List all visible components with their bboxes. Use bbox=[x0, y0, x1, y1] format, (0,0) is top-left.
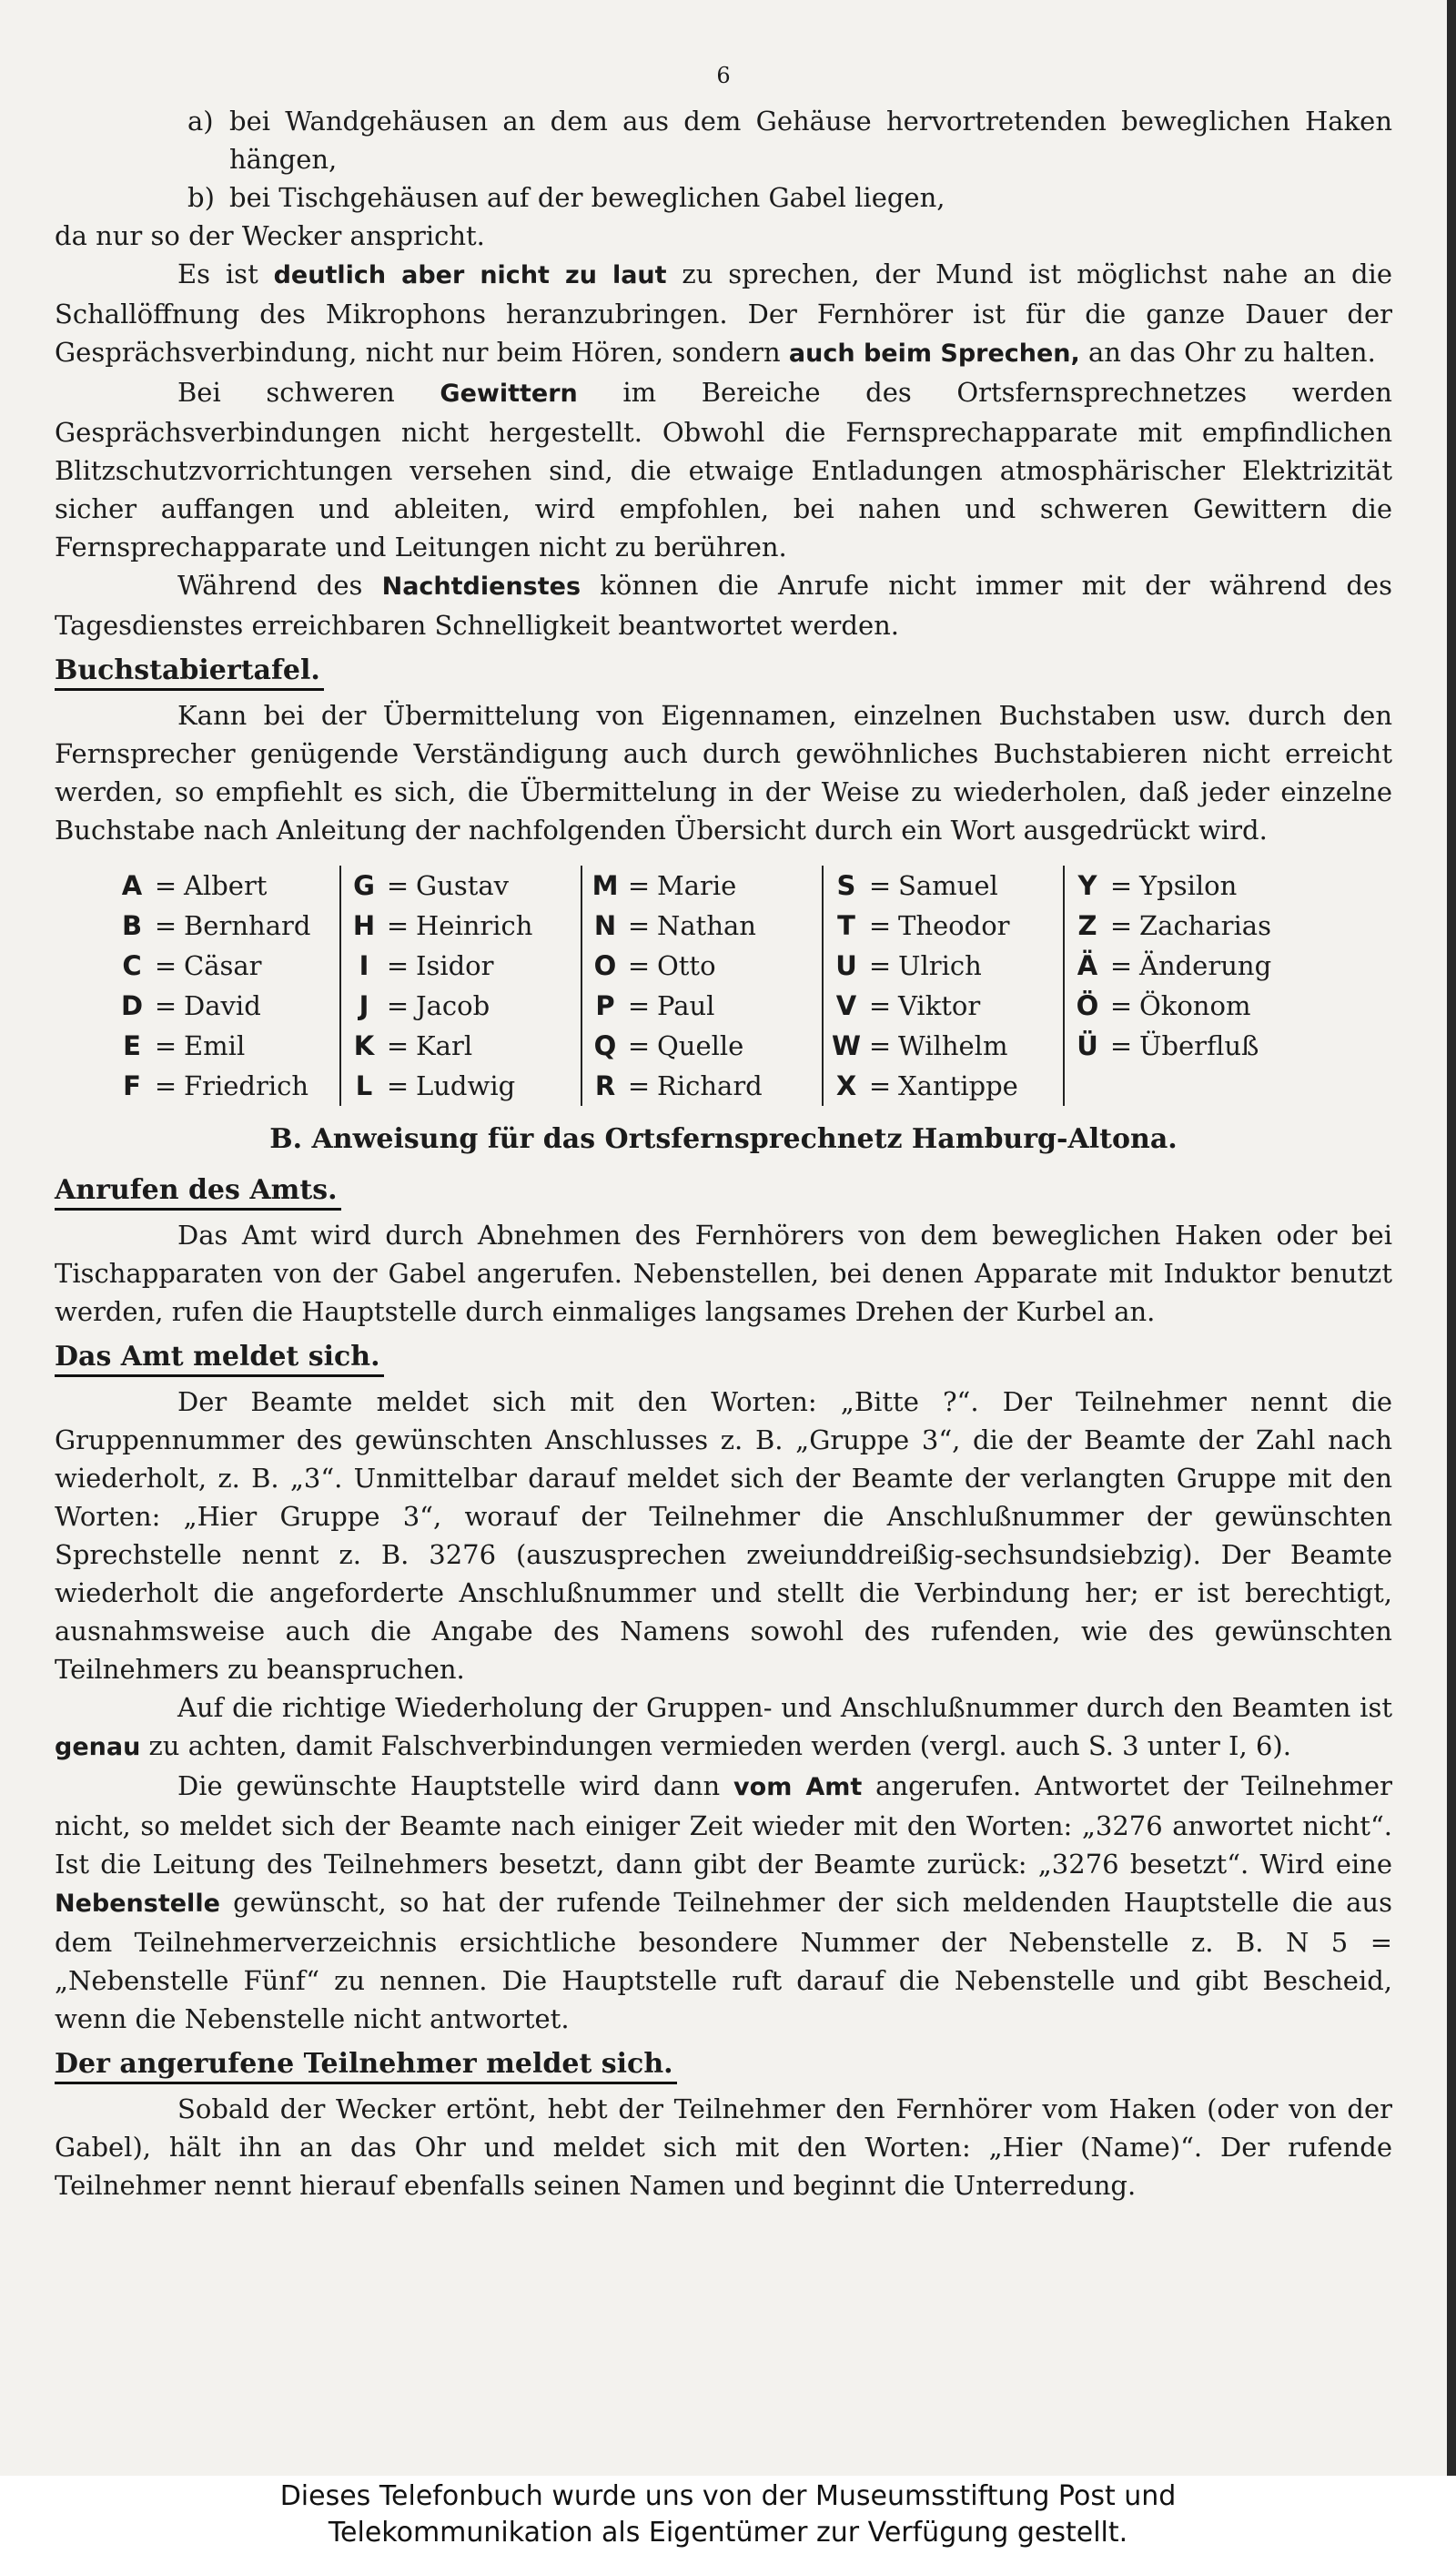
alphabet-word: Isidor bbox=[416, 950, 494, 981]
alphabet-word: Paul bbox=[657, 990, 715, 1021]
alphabet-letter: Ü bbox=[1077, 1030, 1098, 1061]
alphabet-column bbox=[339, 866, 581, 1106]
text-span: zu achten, damit Falschverbindungen vermieden werden (vergl. auch S. 3 unter I, 6). bbox=[140, 1730, 1291, 1761]
alphabet-entry bbox=[1072, 986, 1304, 1026]
alphabet-letter: A bbox=[121, 870, 143, 901]
paragraph-night bbox=[55, 566, 1392, 644]
alphabet-entry bbox=[116, 1026, 339, 1066]
text-span: können die Anrufe nicht immer mit der während des Tagesdienstes erreichbaren Schnelligkeit beantwortet werden. bbox=[55, 570, 1392, 641]
paragraph-speaking bbox=[55, 255, 1392, 373]
alphabet-entry bbox=[831, 906, 1063, 946]
equals-sign: = bbox=[386, 910, 410, 941]
alphabet-entry bbox=[590, 1066, 822, 1106]
alphabet-letter: S bbox=[836, 870, 856, 901]
alphabet-entry bbox=[1072, 906, 1304, 946]
list-item-text: bei Tischgehäusen auf der beweglichen Gabel liegen, bbox=[229, 182, 945, 213]
alphabet-letter: B bbox=[121, 910, 143, 941]
equals-sign: = bbox=[868, 870, 892, 901]
alphabet-entry bbox=[349, 1066, 581, 1106]
list-item-label: a) bbox=[187, 106, 214, 137]
alphabet-entry bbox=[116, 866, 339, 906]
equals-sign: = bbox=[627, 870, 651, 901]
equals-sign: = bbox=[627, 1030, 651, 1061]
paragraph-exchange-1: Der Beamte meldet sich mit den Worten: „Bitte ?“. Der Teilnehmer nennt die Gruppennummer des gewünschten Anschlusses z. B. „Gruppe 3“, die der Beamte der Zahl nach wiederholt, z. B. „3“. Unmittelbar darauf meldet sich der Beamte der verlangten Gruppe mit den Worten: „Hier Gruppe 3“, worauf der Teilnehmer die Anschlußnummer der gewünschten Sprechstelle nennt z. B. 3276 (auszusprechen zweiunddreißig-sechsundsiebzig). Der Beamte wiederholt die angeforderte Anschlußnummer und stellt die Verbindung her; er ist berechtigt, ausnahmsweise auch die Angabe des Namens sowohl des rufenden, wie des gewünschten Teilnehmers zu beanspruchen. bbox=[55, 1386, 1392, 1685]
alphabet-entry bbox=[1072, 946, 1304, 986]
text-span: zu sprechen, der Mund ist möglichst nahe an die Schallöffnung des Mikrophons heranzubringen. Der Fernhörer ist für die ganze Dauer der Gesprächsverbindung, nicht nur beim Hören, sondern bbox=[55, 258, 1392, 368]
alphabet-word: Richard bbox=[657, 1070, 763, 1101]
heading-spelling-table: Buchstabiertafel. bbox=[55, 654, 324, 691]
paragraph-calling-exchange: Das Amt wird durch Abnehmen des Fernhörers von dem beweglichen Haken oder bei Tischapparaten von der Gabel angerufen. Nebenstellen, bei denen Apparate mit Induktor benutzt werden, rufen die Hauptstelle durch einmaliges langsames Drehen der Kurbel an. bbox=[55, 1220, 1392, 1327]
list-item-label: b) bbox=[187, 182, 215, 213]
alphabet-column bbox=[1063, 866, 1304, 1106]
equals-sign: = bbox=[154, 950, 177, 981]
paragraph-called-party: Sobald der Wecker ertönt, hebt der Teilnehmer den Fernhörer vom Haken (oder von der Gabel), hält ihn an das Ohr und meldet sich mit den Worten: „Hier (Name)“. Der rufende Teilnehmer nennt hierauf ebenfalls seinen Namen und beginnt die Unterredung. bbox=[55, 2093, 1392, 2201]
alphabet-letter: K bbox=[353, 1030, 375, 1061]
text-span: Es ist bbox=[177, 258, 274, 289]
emphasis-text: vom Amt bbox=[733, 1773, 863, 1801]
equals-sign: = bbox=[627, 950, 651, 981]
text-span: Auf die richtige Wiederholung der Gruppen- und Anschlußnummer durch den Beamten ist bbox=[177, 1692, 1392, 1723]
alphabet-word: Ökonom bbox=[1139, 990, 1251, 1021]
alphabet-word: Samuel bbox=[898, 870, 998, 901]
alphabet-entry bbox=[831, 946, 1063, 986]
footer-line: Dieses Telefonbuch wurde uns von der Museumsstiftung Post und bbox=[279, 2480, 1177, 2512]
alphabet-column bbox=[822, 866, 1063, 1106]
equals-sign: = bbox=[868, 990, 892, 1021]
alphabet-letter: F bbox=[123, 1070, 141, 1101]
equals-sign: = bbox=[868, 910, 892, 941]
paragraph-storm bbox=[55, 373, 1392, 566]
alphabet-word: Ludwig bbox=[416, 1070, 516, 1101]
emphasis-text: auch beim Sprechen, bbox=[788, 340, 1080, 368]
footer-line: Telekommunikation als Eigentümer zur Verfügung gestellt. bbox=[328, 2517, 1128, 2549]
alphabet-letter: I bbox=[359, 950, 369, 981]
alphabet-letter: X bbox=[835, 1070, 857, 1101]
alphabet-letter: H bbox=[352, 910, 376, 941]
text-span: im Bereiche des Ortsfernsprechnetzes werden Gesprächsverbindungen nicht hergestellt. Obwohl die Fernsprechapparate mit empfindlichen Blitzschutzvorrichtungen versehen sind, die etwaige Entladungen atmosphärischer Elektrizität sicher auffangen und ableiten, wird empfohlen, bei nahen und schweren Gewittern die Fernsprechapparate und Leitungen nicht zu berühren. bbox=[55, 377, 1392, 562]
alphabet-word: Jacob bbox=[416, 990, 490, 1021]
alphabet-entry bbox=[831, 866, 1063, 906]
equals-sign: = bbox=[1109, 870, 1133, 901]
alphabet-word: Marie bbox=[657, 870, 737, 901]
alphabet-entry bbox=[590, 986, 822, 1026]
alphabet-letter: Y bbox=[1077, 870, 1097, 901]
alphabet-entry bbox=[831, 1026, 1063, 1066]
heading-calling-exchange: Anrufen des Amts. bbox=[55, 1173, 341, 1211]
alphabet-letter: V bbox=[835, 990, 857, 1021]
alphabet-column bbox=[581, 866, 822, 1106]
intro-tail: da nur so der Wecker anspricht. bbox=[55, 220, 485, 251]
alphabet-letter: O bbox=[593, 950, 617, 981]
alphabet-letter: G bbox=[353, 870, 375, 901]
alphabet-word: Zacharias bbox=[1139, 910, 1271, 941]
text-span: an das Ohr zu halten. bbox=[1079, 337, 1376, 368]
alphabet-entry bbox=[590, 866, 822, 906]
alphabet-letter: Ä bbox=[1077, 950, 1098, 981]
alphabet-word: Emil bbox=[184, 1030, 246, 1061]
alphabet-entry bbox=[1072, 1026, 1304, 1066]
alphabet-word: Wilhelm bbox=[898, 1030, 1008, 1061]
text-span: Die gewünschte Hauptstelle wird dann bbox=[177, 1770, 734, 1801]
alphabet-letter: J bbox=[359, 990, 369, 1021]
page-number: 6 bbox=[716, 63, 731, 88]
equals-sign: = bbox=[386, 950, 410, 981]
alphabet-letter: Q bbox=[593, 1030, 617, 1061]
alphabet-letter: R bbox=[594, 1070, 616, 1101]
alphabet-word: Cäsar bbox=[184, 950, 262, 981]
equals-sign: = bbox=[1109, 1030, 1133, 1061]
alphabet-letter: W bbox=[832, 1030, 861, 1061]
paragraph-exchange-2 bbox=[55, 1688, 1392, 1767]
equals-sign: = bbox=[868, 1070, 892, 1101]
heading-exchange-answers: Das Amt meldet sich. bbox=[55, 1340, 384, 1377]
equals-sign: = bbox=[386, 870, 410, 901]
alphabet-word: Karl bbox=[416, 1030, 473, 1061]
equals-sign: = bbox=[386, 990, 410, 1021]
alphabet-letter: E bbox=[123, 1030, 141, 1061]
alphabet-word: Xantippe bbox=[898, 1070, 1018, 1101]
alphabet-entry bbox=[349, 986, 581, 1026]
alphabet-entry bbox=[116, 906, 339, 946]
alphabet-entry bbox=[590, 946, 822, 986]
alphabet-entry bbox=[590, 906, 822, 946]
heading-called-party: Der angerufene Teilnehmer meldet sich. bbox=[55, 2047, 677, 2084]
footer-notice bbox=[0, 2476, 1456, 2554]
text-span: Bei schweren bbox=[177, 377, 440, 408]
equals-sign: = bbox=[627, 990, 651, 1021]
alphabet-letter: L bbox=[355, 1070, 373, 1101]
equals-sign: = bbox=[154, 910, 177, 941]
equals-sign: = bbox=[154, 870, 177, 901]
equals-sign: = bbox=[154, 990, 177, 1021]
spelling-alphabet-table bbox=[116, 866, 1392, 1106]
alphabet-entry bbox=[116, 946, 339, 986]
alphabet-letter: D bbox=[120, 990, 144, 1021]
text-span: angerufen. Antwortet der Teilnehmer nicht, so meldet sich der Beamte nach einiger Zeit wieder mit den Worten: „3276 anwortet nicht“. Ist die Leitung des Teilnehmers besetzt, dann gibt der Beamte zurück: „3276 besetzt“. Wird eine bbox=[55, 1770, 1393, 1880]
alphabet-word: David bbox=[184, 990, 261, 1021]
equals-sign: = bbox=[154, 1030, 177, 1061]
equals-sign: = bbox=[386, 1070, 410, 1101]
equals-sign: = bbox=[1109, 990, 1133, 1021]
alphabet-word: Überfluß bbox=[1139, 1030, 1259, 1061]
alphabet-entry bbox=[349, 866, 581, 906]
alphabet-entry bbox=[831, 1066, 1063, 1106]
alphabet-word: Quelle bbox=[657, 1030, 744, 1061]
alphabet-entry bbox=[349, 946, 581, 986]
text-span: Während des bbox=[177, 570, 382, 601]
list-item bbox=[187, 178, 1392, 217]
paragraph-spelling-intro: Kann bei der Übermittelung von Eigennamen, einzelnen Buchstaben usw. durch den Fernsprecher genügende Verständigung auch durch gewöhnliches Buchstabieren nicht erreicht werden, so empfiehlt es sich, die Übermittelung in der Weise zu wiederholen, daß jeder einzelne Buchstabe nach Anleitung der nachfolgenden Übersicht durch ein Wort ausgedrückt wird. bbox=[55, 700, 1392, 846]
alphabet-word: Nathan bbox=[657, 910, 756, 941]
alphabet-word: Viktor bbox=[898, 990, 981, 1021]
alphabet-letter: P bbox=[595, 990, 615, 1021]
text-span: gewünscht, so hat der rufende Teilnehmer der sich meldenden Hauptstelle die aus dem Teilnehmerverzeichnis ersichtliche besondere Nummer der Nebenstelle z. B. N 5 = „Nebenstelle Fünf“ zu nennen. Die Hauptstelle ruft darauf die Nebenstelle und gibt Bescheid, wenn die Nebenstelle nicht antwortet. bbox=[55, 1887, 1392, 2034]
alphabet-word: Änderung bbox=[1139, 950, 1272, 981]
equals-sign: = bbox=[1109, 910, 1133, 941]
alphabet-word: Gustav bbox=[416, 870, 510, 901]
equals-sign: = bbox=[868, 950, 892, 981]
alphabet-word: Heinrich bbox=[416, 910, 533, 941]
alphabet-letter: M bbox=[592, 870, 619, 901]
alphabet-entry bbox=[116, 986, 339, 1026]
equals-sign: = bbox=[386, 1030, 410, 1061]
alphabet-letter: N bbox=[593, 910, 617, 941]
alphabet-entry bbox=[1072, 866, 1304, 906]
alphabet-word: Ulrich bbox=[898, 950, 982, 981]
page-content bbox=[55, 56, 1392, 2204]
emphasis-text: Nebenstelle bbox=[55, 1890, 220, 1918]
emphasis-text: Gewittern bbox=[440, 380, 578, 408]
alphabet-word: Bernhard bbox=[184, 910, 311, 941]
alphabet-word: Ypsilon bbox=[1139, 870, 1238, 901]
list-item bbox=[187, 102, 1392, 178]
equals-sign: = bbox=[154, 1070, 177, 1101]
alphabet-entry bbox=[831, 986, 1063, 1026]
alphabet-column bbox=[116, 866, 339, 1106]
alphabet-letter: Ö bbox=[1076, 990, 1099, 1021]
alphabet-letter: C bbox=[122, 950, 142, 981]
alphabet-entry bbox=[590, 1026, 822, 1066]
alphabet-letter: U bbox=[835, 950, 857, 981]
list-item-text: bei Wandgehäusen an dem aus dem Gehäuse hervortretenden beweglichen Haken hängen, bbox=[229, 106, 1392, 175]
alphabet-letter: Z bbox=[1077, 910, 1097, 941]
alphabet-word: Albert bbox=[184, 870, 268, 901]
alphabet-entry bbox=[116, 1066, 339, 1106]
alphabet-word: Otto bbox=[657, 950, 716, 981]
emphasis-text: Nachtdienstes bbox=[381, 573, 581, 601]
emphasis-text: genau bbox=[55, 1733, 141, 1761]
alphabet-entry bbox=[349, 906, 581, 946]
equals-sign: = bbox=[627, 910, 651, 941]
alphabet-entry bbox=[349, 1026, 581, 1066]
equals-sign: = bbox=[1109, 950, 1133, 981]
paragraph-exchange-3 bbox=[55, 1767, 1392, 2038]
equals-sign: = bbox=[627, 1070, 651, 1101]
alphabet-word: Friedrich bbox=[184, 1070, 309, 1101]
alphabet-word: Theodor bbox=[898, 910, 1010, 941]
alphabet-letter: T bbox=[837, 910, 855, 941]
equals-sign: = bbox=[868, 1030, 892, 1061]
section-b-title: B. Anweisung für das Ortsfernsprechnetz Hamburg-Altona. bbox=[269, 1123, 1178, 1155]
emphasis-text: deutlich aber nicht zu laut bbox=[273, 261, 667, 289]
